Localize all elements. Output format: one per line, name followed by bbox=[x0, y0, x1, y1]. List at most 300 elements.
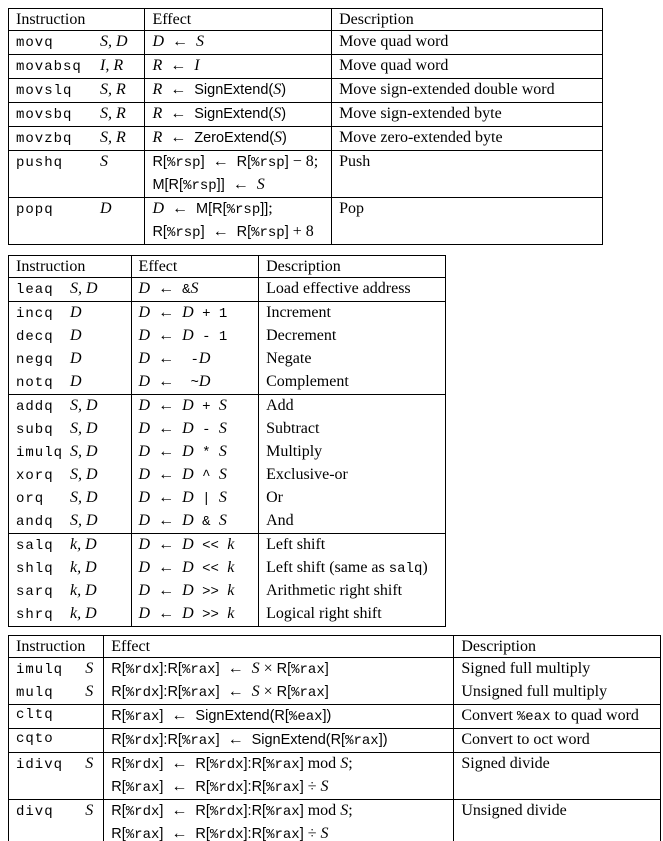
header-row bbox=[9, 256, 446, 278]
effect-line bbox=[111, 658, 449, 681]
effect-line bbox=[111, 681, 449, 704]
description-segment: Or bbox=[266, 489, 284, 506]
effect-segment: ← bbox=[162, 105, 195, 122]
effect-segment: ← bbox=[150, 443, 183, 460]
effect-segment: ← bbox=[163, 755, 196, 772]
instruction-mnemonic-and-args bbox=[16, 371, 127, 394]
effect-line bbox=[152, 174, 327, 197]
instruction-mnemonic: movzbq bbox=[16, 131, 73, 147]
effect-segment: D bbox=[138, 280, 151, 297]
description-segment: Move quad word bbox=[339, 33, 449, 50]
instruction-row bbox=[9, 534, 446, 558]
description-cell bbox=[259, 464, 446, 487]
instruction-cell bbox=[9, 79, 145, 103]
effect-segment: ] bbox=[284, 154, 289, 170]
effect-line bbox=[139, 464, 255, 487]
effect-segment: %rsp bbox=[251, 155, 285, 171]
effect-segment: ← bbox=[204, 223, 237, 240]
description-cell bbox=[454, 705, 661, 729]
effect-segment: D bbox=[138, 466, 151, 483]
instruction-operands: D bbox=[100, 200, 112, 217]
effect-segment: R[ bbox=[111, 661, 126, 677]
instruction-mnemonic: cqto bbox=[16, 731, 54, 747]
instruction-mnemonic-and-args bbox=[16, 441, 127, 464]
effect-segment: D bbox=[182, 466, 194, 483]
effect-cell bbox=[145, 79, 332, 103]
effect-line bbox=[111, 823, 449, 841]
effect-segment: ← bbox=[219, 683, 252, 700]
instruction-operands: D bbox=[70, 350, 82, 367]
effect-segment: R[ bbox=[195, 756, 210, 772]
instruction-row bbox=[9, 729, 661, 753]
effect-segment: | bbox=[193, 491, 219, 507]
effect-cell bbox=[131, 395, 259, 419]
effect-segment: S bbox=[251, 660, 260, 677]
description-segment: Negate bbox=[266, 350, 312, 367]
instruction-row bbox=[9, 151, 603, 198]
description-segment: Move sign-extended double word bbox=[339, 81, 555, 98]
effect-segment: ] bbox=[200, 154, 205, 170]
effect-segment: R[ bbox=[276, 684, 292, 700]
effect-segment: D bbox=[182, 327, 194, 344]
effect-cell bbox=[131, 348, 259, 371]
description-cell bbox=[259, 557, 446, 580]
instruction-row bbox=[9, 681, 661, 705]
column-header: Effect bbox=[131, 256, 259, 278]
effect-line bbox=[152, 198, 327, 221]
instruction-mnemonic: andq bbox=[16, 514, 54, 530]
instruction-cell bbox=[9, 603, 132, 627]
instruction-operands: S, R bbox=[100, 129, 126, 146]
description-segment: Add bbox=[266, 397, 294, 414]
instruction-mnemonic-and-args bbox=[16, 464, 127, 487]
description-cell bbox=[332, 103, 603, 127]
instruction-operands: S, D bbox=[100, 33, 128, 50]
effect-segment: ^ bbox=[193, 468, 219, 484]
description-cell bbox=[454, 753, 661, 800]
instruction-row bbox=[9, 103, 603, 127]
effect-cell bbox=[131, 278, 259, 302]
effect-line bbox=[152, 151, 327, 174]
effect-segment: S bbox=[320, 825, 329, 841]
description-segment: Unsigned divide bbox=[461, 802, 567, 819]
effect-segment: D bbox=[138, 420, 151, 437]
instruction-operands: k, D bbox=[70, 559, 97, 576]
effect-segment: R[ bbox=[111, 732, 126, 748]
instruction-row bbox=[9, 753, 661, 800]
effect-segment: %rsp bbox=[183, 178, 217, 194]
effect-cell bbox=[104, 800, 454, 841]
effect-segment: D bbox=[152, 200, 165, 217]
effect-segment: D bbox=[138, 536, 151, 553]
effect-segment: S bbox=[218, 512, 227, 529]
effect-line bbox=[152, 103, 327, 125]
instruction-cell bbox=[9, 278, 132, 302]
tables-container bbox=[8, 8, 663, 841]
effect-cell bbox=[131, 487, 259, 510]
instruction-mnemonic: popq bbox=[16, 202, 54, 218]
effect-segment: ← bbox=[162, 57, 195, 74]
instruction-operands: D bbox=[70, 327, 82, 344]
effect-segment: D bbox=[182, 397, 194, 414]
effect-segment: S bbox=[190, 280, 199, 297]
instruction-cell bbox=[9, 580, 132, 603]
effect-segment: D bbox=[138, 350, 151, 367]
effect-cell bbox=[145, 151, 332, 198]
description-segment: Decrement bbox=[266, 327, 337, 344]
instruction-cell bbox=[9, 418, 132, 441]
description-segment: Increment bbox=[266, 304, 331, 321]
instruction-row bbox=[9, 278, 446, 302]
instruction-mnemonic-and-args bbox=[16, 487, 127, 510]
effect-segment: SignExtend(R[ bbox=[195, 708, 289, 724]
effect-segment: mod bbox=[303, 802, 341, 819]
effect-segment: S bbox=[340, 802, 349, 819]
effect-segment: k bbox=[227, 605, 235, 622]
instruction-operands: S bbox=[100, 153, 108, 170]
effect-segment: ← bbox=[219, 660, 252, 677]
instruction-cell bbox=[9, 302, 132, 326]
effect-segment: ← bbox=[150, 327, 183, 344]
effect-segment: %rdx bbox=[125, 733, 160, 749]
effect-segment: R[ bbox=[111, 684, 126, 700]
description-cell bbox=[332, 79, 603, 103]
effect-cell bbox=[131, 371, 259, 395]
description-segment: Unsigned full multiply bbox=[461, 683, 608, 700]
effect-line bbox=[139, 603, 255, 626]
effect-segment: %rax bbox=[181, 662, 216, 678]
instruction-mnemonic-and-args bbox=[16, 705, 99, 726]
effect-segment: D bbox=[198, 350, 211, 367]
effect-segment: + 8 bbox=[288, 223, 314, 240]
instruction-row bbox=[9, 557, 446, 580]
effect-line bbox=[111, 753, 449, 776]
instruction-cell bbox=[9, 441, 132, 464]
instruction-cell bbox=[9, 151, 145, 198]
effect-line bbox=[111, 776, 449, 799]
effect-cell bbox=[131, 302, 259, 326]
effect-segment: ← bbox=[204, 153, 237, 170]
description-cell bbox=[332, 151, 603, 198]
instruction-mnemonic: shrq bbox=[16, 607, 54, 623]
instruction-operands: S, D bbox=[70, 280, 98, 297]
effect-cell bbox=[131, 534, 259, 558]
effect-segment: ]:R[ bbox=[159, 661, 182, 677]
effect-segment: ← bbox=[150, 373, 183, 390]
description-cell bbox=[454, 658, 661, 682]
description-cell bbox=[259, 278, 446, 302]
effect-segment: %rax bbox=[345, 733, 379, 749]
instruction-cell bbox=[9, 371, 132, 395]
effect-segment: %rdx bbox=[209, 780, 244, 796]
instruction-mnemonic: subq bbox=[16, 422, 54, 438]
effect-segment: k bbox=[227, 536, 235, 553]
effect-segment: ← bbox=[150, 512, 183, 529]
instruction-mnemonic-and-args bbox=[16, 278, 127, 301]
effect-segment: ← bbox=[150, 489, 183, 506]
column-header: Instruction bbox=[9, 636, 104, 658]
instruction-row bbox=[9, 302, 446, 326]
effect-line bbox=[111, 705, 449, 728]
effect-cell bbox=[131, 441, 259, 464]
effect-segment: %rax bbox=[181, 685, 216, 701]
instruction-cell bbox=[9, 729, 104, 753]
effect-segment: M[R[ bbox=[152, 177, 184, 193]
instruction-mnemonic: movq bbox=[16, 35, 54, 51]
effect-segment: - bbox=[193, 422, 219, 438]
description-cell bbox=[259, 325, 446, 348]
instruction-mnemonic-and-args bbox=[16, 800, 99, 823]
description-segment: Signed full multiply bbox=[461, 660, 591, 677]
effect-line bbox=[152, 127, 327, 149]
effect-segment: ]:R[ bbox=[243, 826, 267, 841]
effect-segment: << bbox=[193, 561, 228, 577]
effect-line bbox=[139, 302, 255, 325]
effect-segment: ← bbox=[219, 731, 252, 748]
effect-segment: ← bbox=[163, 825, 196, 841]
effect-cell bbox=[104, 753, 454, 800]
instruction-mnemonic: imulq bbox=[16, 445, 64, 461]
effect-segment: SignExtend(R[ bbox=[251, 732, 346, 748]
instruction-operands: S, D bbox=[70, 489, 98, 506]
effect-segment: - bbox=[182, 352, 199, 368]
effect-segment: ← bbox=[150, 582, 183, 599]
effect-segment: ] bbox=[324, 684, 329, 700]
effect-line bbox=[139, 418, 255, 441]
effect-cell bbox=[104, 729, 454, 753]
effect-segment: %rdx bbox=[125, 804, 160, 820]
effect-segment: D bbox=[138, 512, 151, 529]
description-cell bbox=[259, 580, 446, 603]
instruction-cell bbox=[9, 658, 104, 682]
description-cell bbox=[454, 681, 661, 705]
instruction-operands: S, D bbox=[70, 420, 98, 437]
effect-segment: ] bbox=[299, 779, 304, 795]
instruction-operands: I, R bbox=[100, 57, 124, 74]
effect-segment: & bbox=[182, 282, 191, 298]
effect-segment: D bbox=[182, 536, 194, 553]
instruction-mnemonic: negq bbox=[16, 352, 54, 368]
instruction-mnemonic-and-args bbox=[16, 395, 127, 418]
effect-line bbox=[139, 441, 255, 464]
instruction-mnemonic-and-args bbox=[16, 580, 127, 603]
column-header: Description bbox=[454, 636, 661, 658]
effect-segment: ← bbox=[162, 129, 195, 146]
effect-segment: %rax bbox=[266, 780, 300, 796]
instruction-mnemonic: addq bbox=[16, 399, 54, 415]
effect-segment: ← bbox=[164, 33, 197, 50]
effect-segment: ]:R[ bbox=[243, 803, 267, 819]
description-cell bbox=[259, 348, 446, 371]
effect-segment: - 1 bbox=[193, 329, 228, 345]
instruction-operands: k, D bbox=[70, 582, 97, 599]
effect-segment: %rax bbox=[125, 709, 160, 725]
instruction-operands: S bbox=[85, 755, 94, 772]
effect-segment: R[ bbox=[152, 154, 167, 170]
instruction-mnemonic: decq bbox=[16, 329, 54, 345]
instruction-mnemonic-and-args bbox=[16, 658, 99, 681]
effect-segment: >> bbox=[193, 584, 228, 600]
effect-line bbox=[139, 510, 255, 533]
effect-segment: R bbox=[152, 81, 163, 98]
effect-segment: SignExtend( bbox=[194, 106, 274, 122]
effect-line bbox=[139, 534, 255, 557]
description-cell bbox=[332, 198, 603, 245]
instruction-cell bbox=[9, 464, 132, 487]
effect-segment: %rdx bbox=[209, 804, 244, 820]
instruction-row bbox=[9, 441, 446, 464]
effect-cell bbox=[131, 557, 259, 580]
instruction-cell bbox=[9, 55, 145, 79]
column-header: Description bbox=[259, 256, 446, 278]
effect-segment: R bbox=[152, 105, 163, 122]
description-cell bbox=[454, 729, 661, 753]
description-cell bbox=[259, 534, 446, 558]
effect-segment: ]:R[ bbox=[159, 684, 182, 700]
effect-cell bbox=[145, 103, 332, 127]
effect-segment: D bbox=[182, 443, 194, 460]
effect-segment: R[ bbox=[236, 224, 252, 240]
column-header: Effect bbox=[104, 636, 454, 658]
effect-segment: I bbox=[194, 57, 200, 74]
effect-segment: & bbox=[193, 514, 219, 530]
effect-segment: k bbox=[227, 582, 235, 599]
description-segment: to quad word bbox=[550, 707, 639, 724]
effect-line bbox=[111, 729, 449, 752]
instruction-mnemonic-and-args bbox=[16, 55, 140, 78]
effect-segment: ← bbox=[163, 707, 196, 724]
description-cell bbox=[259, 395, 446, 419]
effect-segment: R[ bbox=[195, 803, 210, 819]
instruction-mnemonic: imulq bbox=[16, 662, 64, 678]
effect-line bbox=[139, 487, 255, 510]
effect-segment: >> bbox=[193, 607, 228, 623]
effect-segment: D bbox=[152, 33, 165, 50]
effect-segment: %rax bbox=[266, 827, 300, 841]
effect-segment: %rax bbox=[181, 733, 216, 749]
effect-line bbox=[139, 580, 255, 603]
effect-line bbox=[152, 221, 327, 244]
effect-segment: D bbox=[138, 559, 151, 576]
effect-cell bbox=[131, 603, 259, 627]
instruction-mnemonic: mulq bbox=[16, 685, 54, 701]
arithmetic-logical-instruction-table bbox=[8, 255, 446, 627]
effect-segment: ]:R[ bbox=[243, 779, 267, 795]
effect-segment: ← bbox=[162, 81, 195, 98]
instruction-operands: S bbox=[85, 660, 94, 677]
effect-segment: ] bbox=[159, 826, 164, 841]
column-header: Instruction bbox=[9, 256, 132, 278]
effect-segment: + bbox=[193, 399, 219, 415]
instruction-mnemonic-and-args bbox=[16, 79, 140, 102]
effect-segment: ] bbox=[159, 756, 164, 772]
effect-segment: ← bbox=[150, 350, 183, 367]
instruction-row bbox=[9, 198, 603, 245]
header-row bbox=[9, 636, 661, 658]
effect-cell bbox=[104, 681, 454, 705]
instruction-row bbox=[9, 464, 446, 487]
effect-segment: SignExtend( bbox=[194, 82, 274, 98]
instruction-operands: D bbox=[70, 304, 82, 321]
effect-line bbox=[139, 325, 255, 348]
effect-segment: M[R[ bbox=[196, 201, 227, 217]
effect-segment: D bbox=[138, 489, 151, 506]
description-segment: ) bbox=[422, 559, 428, 576]
effect-segment: ] bbox=[324, 661, 329, 677]
instruction-cell bbox=[9, 534, 132, 558]
instruction-mnemonic-and-args bbox=[16, 348, 127, 371]
effect-segment: D bbox=[198, 373, 211, 390]
description-cell bbox=[259, 487, 446, 510]
description-cell bbox=[259, 418, 446, 441]
description-segment: Convert bbox=[461, 707, 517, 724]
instruction-mnemonic-and-args bbox=[16, 151, 140, 174]
instruction-operands: D bbox=[70, 373, 82, 390]
effect-segment: %rdx bbox=[209, 827, 244, 841]
description-cell bbox=[454, 800, 661, 841]
instruction-operands: S, R bbox=[100, 81, 126, 98]
effect-segment: × bbox=[259, 660, 277, 677]
column-header: Description bbox=[332, 9, 603, 31]
effect-segment: D bbox=[182, 605, 194, 622]
effect-cell bbox=[104, 705, 454, 729]
data-movement-instruction-table bbox=[8, 8, 603, 245]
effect-segment: S bbox=[340, 755, 349, 772]
instruction-row bbox=[9, 487, 446, 510]
effect-segment: S bbox=[274, 129, 283, 146]
effect-segment: ← bbox=[150, 559, 183, 576]
instruction-cell bbox=[9, 198, 145, 245]
column-header: Instruction bbox=[9, 9, 145, 31]
effect-cell bbox=[131, 510, 259, 534]
description-cell bbox=[259, 510, 446, 534]
effect-segment: D bbox=[138, 373, 151, 390]
effect-segment: ]] bbox=[260, 201, 269, 217]
instruction-row bbox=[9, 79, 603, 103]
effect-line bbox=[152, 79, 327, 101]
effect-segment: R bbox=[152, 57, 163, 74]
effect-line bbox=[139, 395, 255, 418]
instruction-row bbox=[9, 418, 446, 441]
effect-segment: S bbox=[218, 420, 227, 437]
instruction-operands: S, D bbox=[70, 443, 98, 460]
effect-segment: %rdx bbox=[125, 685, 160, 701]
description-segment: Logical right shift bbox=[266, 605, 382, 622]
description-segment: Convert to oct word bbox=[461, 731, 590, 748]
effect-segment: D bbox=[138, 605, 151, 622]
description-cell bbox=[332, 31, 603, 55]
effect-cell bbox=[145, 31, 332, 55]
effect-segment: ]] bbox=[216, 177, 225, 193]
instruction-mnemonic: notq bbox=[16, 375, 54, 391]
effect-segment: %rdx bbox=[209, 757, 244, 773]
effect-cell bbox=[131, 464, 259, 487]
instruction-operands: S bbox=[85, 802, 94, 819]
effect-segment: %rsp bbox=[166, 225, 201, 241]
instruction-mnemonic-and-args bbox=[16, 418, 127, 441]
effect-segment: * bbox=[193, 445, 219, 461]
effect-segment: ← bbox=[164, 200, 197, 217]
effect-segment: S bbox=[196, 33, 205, 50]
effect-line bbox=[152, 31, 327, 52]
description-segment: Multiply bbox=[266, 443, 323, 460]
instruction-cell bbox=[9, 127, 145, 151]
effect-segment: ] bbox=[159, 708, 164, 724]
effect-segment: R[ bbox=[152, 224, 167, 240]
description-cell bbox=[259, 441, 446, 464]
instruction-mnemonic: shlq bbox=[16, 561, 54, 577]
effect-segment: ← bbox=[150, 280, 183, 297]
